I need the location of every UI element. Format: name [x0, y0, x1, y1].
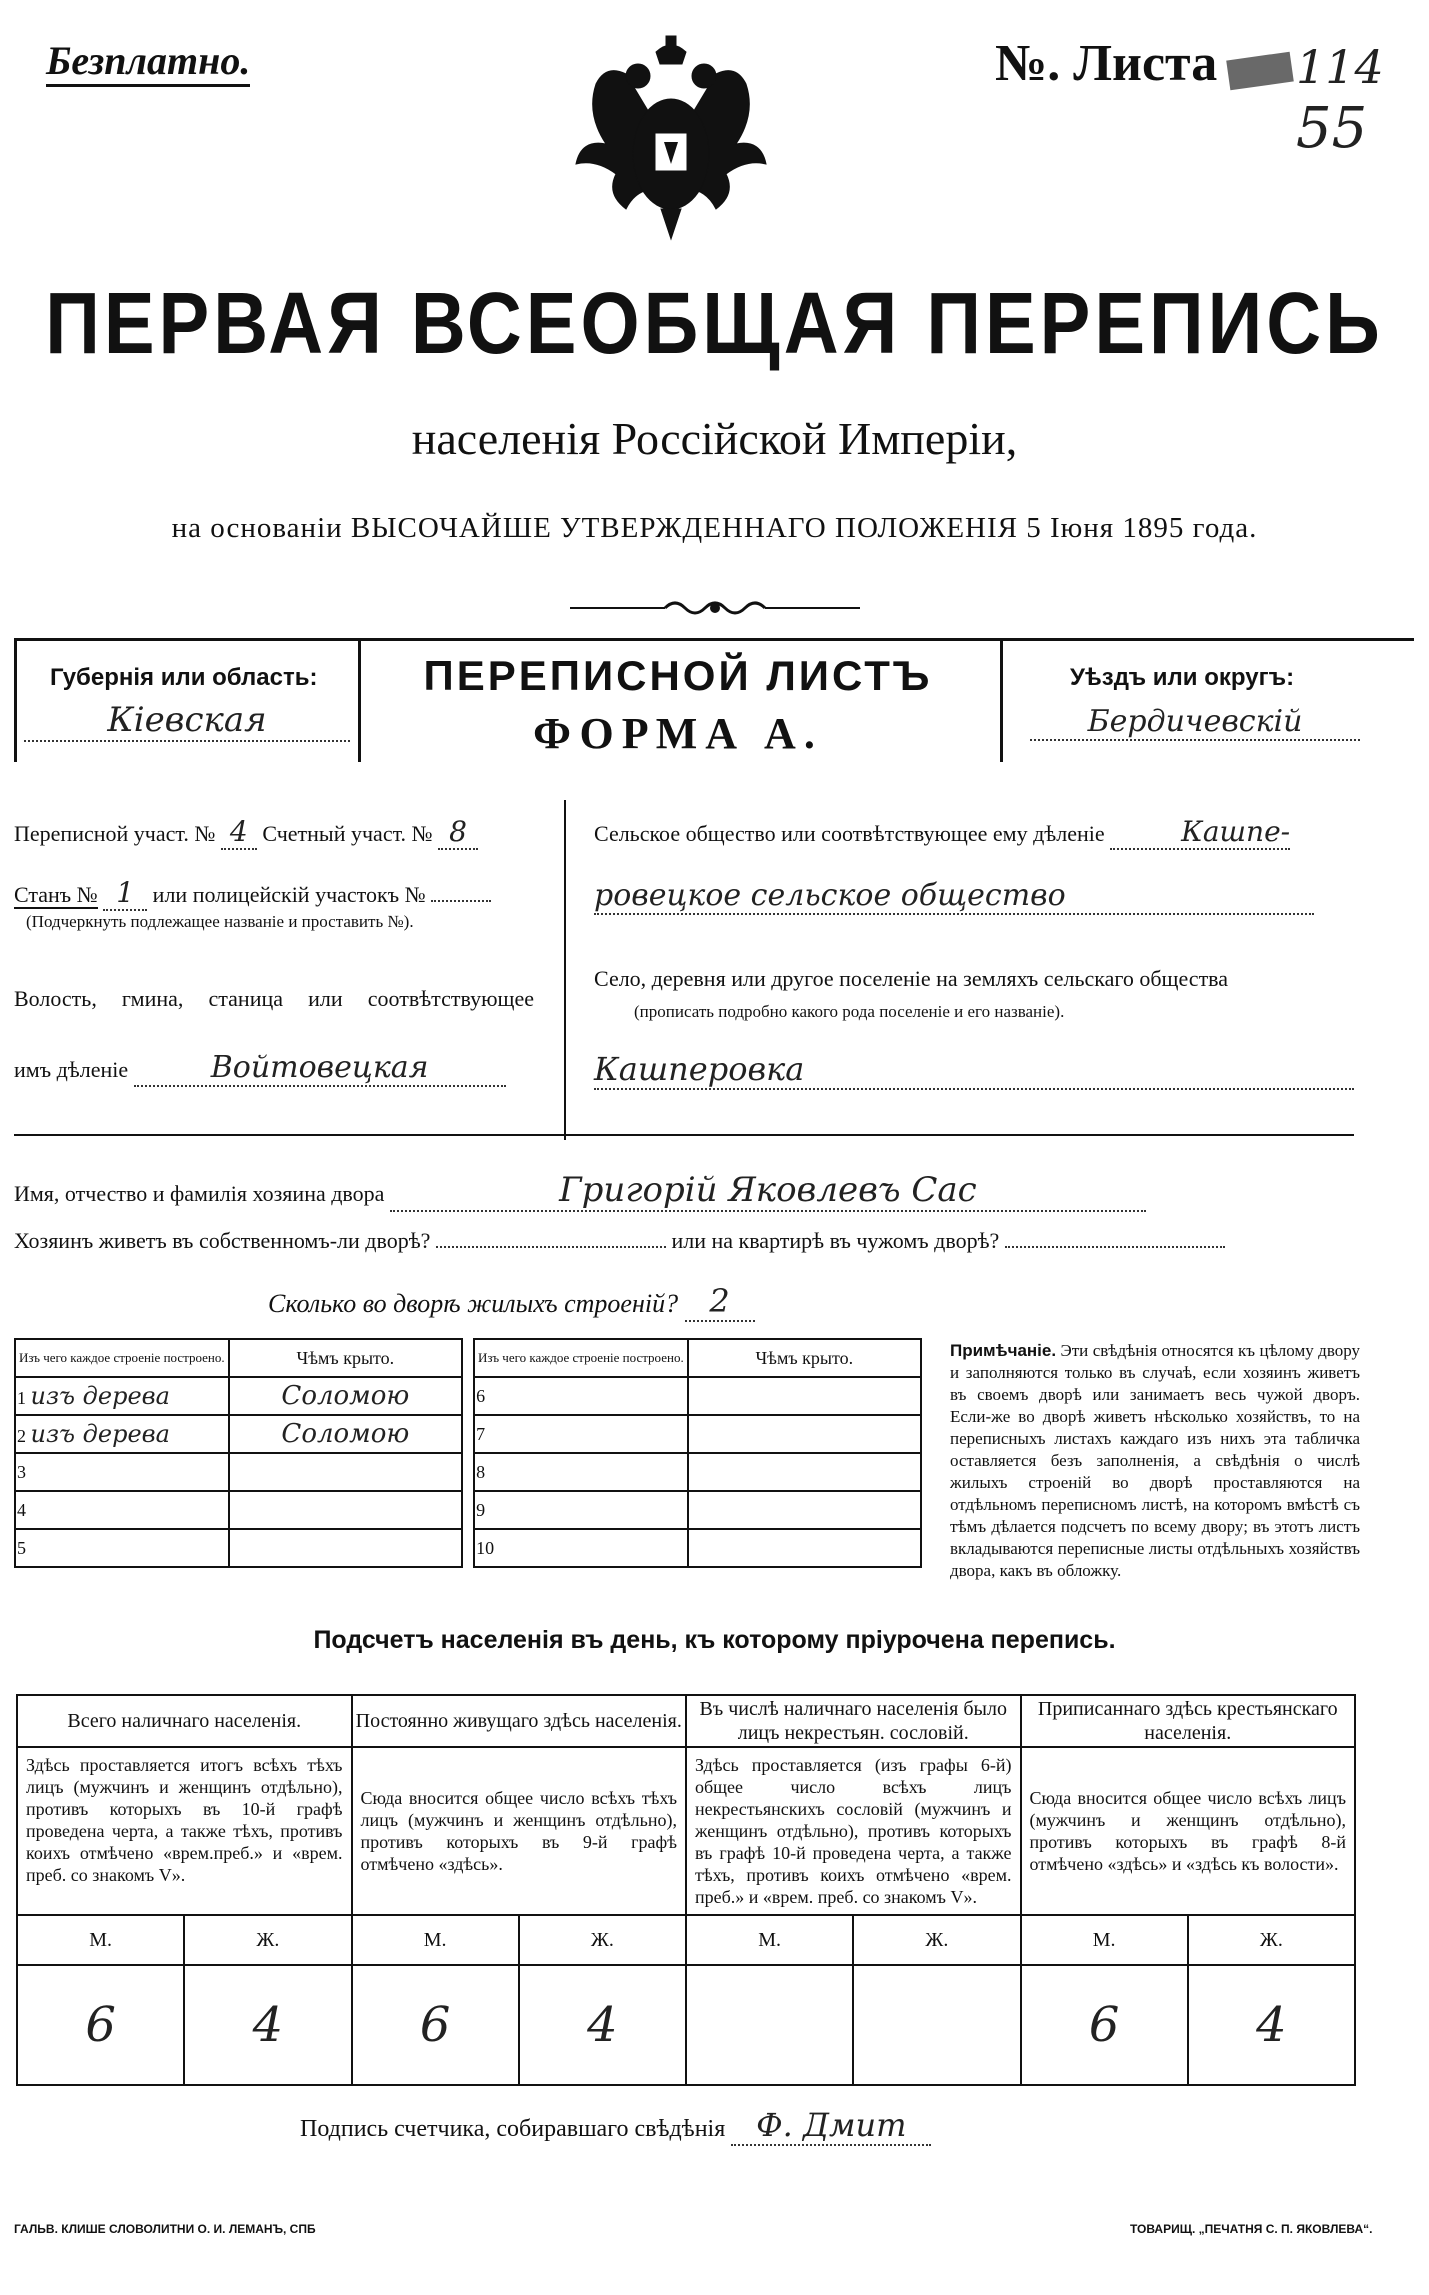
col-material: Изъ чего каждое строеніе построено. — [18, 1350, 225, 1365]
uezd-value: Бердичевскій — [1030, 704, 1360, 741]
roof-value: Соломою — [229, 1377, 463, 1415]
double-headed-eagle-emblem — [566, 34, 776, 244]
note-block — [950, 1340, 1360, 1582]
sheet-number-handwritten-2: 55 — [1296, 96, 1368, 161]
own-yard-value — [436, 1246, 666, 1248]
sheet-number-label: №. Листа — [995, 35, 1218, 92]
buildings-table — [14, 1338, 922, 1568]
form-name: ПЕРЕПИСНОЙ ЛИСТЪ — [423, 652, 933, 699]
count-col-desc: Сюда вносится общее число всѣхъ тѣхъ лицъ (мужчинъ и женщинъ отдѣльно), противъ которыхъ въ 9-й графѣ отмѣчено «здѣсь». — [360, 1788, 677, 1874]
female-label: Ж. — [853, 1915, 1020, 1965]
count-col-head: Постоянно живущаго здѣсь населенія. — [355, 1710, 682, 1732]
census-district-label: Переписной участ. № — [14, 821, 216, 846]
sheet-number-handwritten: 114 — [1296, 40, 1384, 94]
society-label: Сельское общество или соотвѣтствующее ему дѣленіе — [594, 821, 1105, 846]
printer-right: ТОВАРИЩ. „ПЕЧАТНЯ С. П. ЯКОВЛЕВА“. — [1130, 2222, 1373, 2236]
location-divider — [564, 800, 566, 1140]
buildings-label: Сколько во дворѣ жилыхъ строеній? — [268, 1289, 679, 1318]
owner-value: Григорій Яковлевъ Сас — [390, 1170, 1146, 1212]
row-number: 7 — [476, 1423, 486, 1444]
stan-label: Станъ № — [14, 882, 98, 907]
counting-district-label: Счетный участ. № — [262, 821, 433, 846]
row-number: 6 — [476, 1385, 486, 1406]
building-row — [15, 1415, 921, 1453]
police-value — [431, 900, 491, 902]
building-row — [15, 1529, 921, 1567]
male-label: М. — [352, 1915, 519, 1965]
male-label: М. — [1021, 1915, 1188, 1965]
census-district-value: 4 — [221, 815, 257, 850]
ornament-divider — [570, 596, 860, 620]
building-row — [15, 1491, 921, 1529]
female-count: 4 — [184, 1965, 351, 2085]
roof-value: Соломою — [229, 1415, 463, 1453]
col-roof: Чѣмъ крыто. — [296, 1348, 395, 1368]
owner-label: Имя, отчество и фамилія хозяина двора — [14, 1181, 385, 1206]
material-value: изъ дерева — [30, 1420, 170, 1448]
count-col-desc: Здѣсь проставляется итогъ всѣхъ тѣхъ лицъ (мужчинъ и женщинъ отдѣльно), противъ которыхъ въ 10-й графѣ проведена черта, а также тѣхъ, противъ коихъ отмѣчено «врем.преб.» и «врем. преб. со знакомъ V». — [26, 1755, 343, 1885]
page-subtitle: населенія Россійской Имперіи, — [411, 413, 1018, 464]
underline-note: (Подчеркнуть подлежащее названіе и проставить №). — [26, 912, 414, 931]
count-col-head: Всего наличнаго населенія. — [67, 1710, 302, 1732]
volost-value: Войтовецкая — [134, 1050, 506, 1087]
male-count: 6 — [352, 1965, 519, 2085]
form-type: ФОРМА А. — [533, 709, 823, 758]
stan-value: 1 — [103, 876, 147, 911]
male-count — [686, 1965, 853, 2085]
printer-left: ГАЛЬВ. КЛИШЕ СЛОВОЛИТНИ О. И. ЛЕМАНЪ, СПБ — [14, 2222, 316, 2236]
gubernia-value: Кіевская — [24, 700, 350, 742]
counting-district-value: 8 — [438, 815, 478, 850]
sheet-number-scratch — [1226, 52, 1294, 91]
row-number: 1 — [17, 1388, 26, 1408]
male-label: М. — [17, 1915, 184, 1965]
row-number: 5 — [17, 1537, 26, 1558]
row-number: 3 — [17, 1461, 26, 1482]
police-label: или полицейскій участокъ № — [152, 882, 426, 907]
society-value-2: ровецкое сельское общество — [594, 878, 1314, 915]
col-material-2: Изъ чего каждое строеніе построено. — [478, 1350, 684, 1365]
count-table — [16, 1694, 1356, 2086]
society-value-1: Кашпе- — [1110, 815, 1290, 850]
building-row — [15, 1377, 921, 1415]
female-label: Ж. — [184, 1915, 351, 1965]
male-label: М. — [686, 1915, 853, 1965]
volost-label: Волость, гмина, станица или соотвѣтствующее — [14, 986, 534, 1011]
count-title: Подсчетъ населенія въ день, къ которому пріурочена перепись. — [313, 1626, 1116, 1654]
col-roof-2: Чѣмъ крыто. — [755, 1348, 854, 1368]
note-title: Примѣчаніе. — [950, 1341, 1057, 1360]
female-label: Ж. — [519, 1915, 686, 1965]
legal-basis: на основаніи ВЫСОЧАЙШЕ УТВЕРЖДЕННАГО ПОЛОЖЕНІЯ 5 Іюня 1895 года. — [171, 512, 1258, 544]
own-yard-label: Хозяинъ живетъ въ собственномъ-ли дворѣ? — [14, 1228, 431, 1253]
male-count: 6 — [17, 1965, 184, 2085]
note-text: Эти свѣдѣнія относятся къ цѣлому двору и заполняются только въ случаѣ, если хозяинъ живетъ въ своемъ дворѣ или занимаетъ весь чужой дворъ. Если-же во дворѣ живетъ нѣсколько хозяйствъ, то на переписныхъ листахъ каждаго изъ нихъ эта табличка оставляется безъ заполненія, а свѣдѣнія о числѣ жилыхъ строеній во дворѣ проставляются на отдѣльномъ переписномъ листѣ, на которомъ вмѣстѣ съ тѣмъ дѣлается подсчетъ по всему двору; въ этотъ листъ вкладываются переписные листы отдѣльныхъ хозяйствъ двора, какъ въ обложку. — [950, 1341, 1360, 1580]
row-number: 8 — [476, 1461, 486, 1482]
count-col-desc: Здѣсь проставляется (изъ графы 6-й) общее число всѣхъ лицъ некрестьянскихъ сословій (мужчинъ и женщинъ отдѣльно), противъ которыхъ въ графѣ 10-й проведена черта, а также тѣхъ, противъ коихъ отмѣчено «врем. преб.» и «врем. преб. со знакомъ V». — [695, 1755, 1012, 1907]
free-label: Безплатно. — [46, 38, 250, 87]
buildings-value: 2 — [685, 1282, 755, 1322]
village-value: Кашперовка — [594, 1050, 1354, 1090]
signature-value: Ф. Дмит — [731, 2106, 931, 2146]
female-label: Ж. — [1188, 1915, 1355, 1965]
gubernia-label: Губернія или область: — [50, 664, 318, 691]
count-col-head: Приписаннаго здѣсь крестьянскаго населенія. — [1037, 1698, 1338, 1744]
female-count — [853, 1965, 1020, 2085]
rented-label: или на квартирѣ въ чужомъ дворѣ? — [671, 1228, 1000, 1253]
material-value: изъ дерева — [30, 1382, 170, 1410]
male-count: 6 — [1021, 1965, 1188, 2085]
rented-value — [1005, 1246, 1225, 1248]
village-label: Село, деревня или другое поселеніе на земляхъ сельскаго общества — [594, 966, 1229, 991]
village-note: (прописать подробно какого рода поселеніе и его названіе). — [634, 1002, 1065, 1021]
female-count: 4 — [519, 1965, 686, 2085]
row-number: 2 — [17, 1426, 26, 1446]
uezd-label: Уѣздъ или округъ: — [1070, 664, 1295, 691]
page-title: ПЕРВАЯ ВСЕОБЩАЯ ПЕРЕПИСЬ — [45, 274, 1384, 373]
row-number: 9 — [476, 1499, 486, 1520]
row-number: 10 — [476, 1537, 495, 1558]
count-col-head: Въ числѣ наличнаго населенія было лицъ некрестьян. сословій. — [699, 1698, 1007, 1744]
building-row — [15, 1453, 921, 1491]
volost-label-2: имъ дѣленіе — [14, 1057, 129, 1082]
signature-label: Подпись счетчика, собиравшаго свѣдѣнія — [300, 2116, 726, 2142]
female-count: 4 — [1188, 1965, 1355, 2085]
row-number: 4 — [17, 1499, 26, 1520]
count-col-desc: Сюда вносится общее число всѣхъ лицъ (мужчинъ и женщинъ отдѣльно), противъ которыхъ въ графѣ 8-й отмѣчено «здѣсь» и «здѣсь къ волости». — [1029, 1788, 1346, 1874]
